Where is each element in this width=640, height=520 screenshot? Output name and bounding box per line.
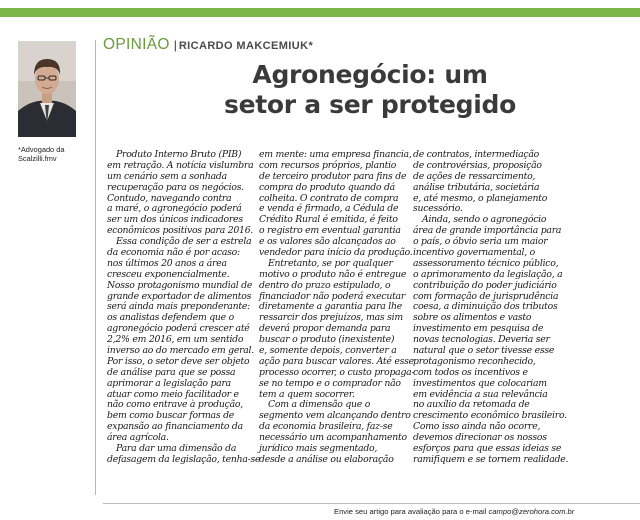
article-line: 2,2% em 2016, em um sentido: [107, 334, 244, 346]
article-line: Entretanto, se por qualquer: [268, 257, 393, 269]
article-line: a maré, o agronegócio poderá: [107, 203, 242, 215]
article-line: ação para buscar valores. Até esse: [259, 355, 414, 367]
section-label: OPINIÃO: [103, 36, 170, 53]
article-line: da economia brasileira, faz-se: [259, 421, 393, 433]
article-line: e, até mesmo, o planejamento: [413, 192, 548, 204]
article-line: buscar o produto (inexistente): [259, 334, 395, 346]
author-note-line: Scalzilli.fmv: [18, 154, 57, 163]
article-line: jurídico mais segmentado,: [259, 443, 378, 455]
article-line: segmento vem alcançando dentro: [259, 410, 411, 422]
article-line: aprimorar a legislação para: [107, 377, 231, 389]
section-header: [103, 36, 313, 54]
article-line: em evidência a sua relevância: [413, 388, 548, 400]
article-line: Como isso ainda não ocorre,: [413, 421, 541, 433]
article-line: agronegócio poderá crescer até: [107, 323, 250, 335]
article-line: área de grande importância para: [413, 225, 562, 237]
article-line: Com a dimensão que o: [268, 399, 371, 411]
article-line: análise tributária, societária: [413, 181, 540, 193]
article-line: área agrícola.: [107, 432, 169, 444]
headline: [110, 60, 630, 120]
article-line: de controvérsias, proposição: [413, 159, 542, 171]
article-line: cresceu exponencialmente.: [107, 268, 230, 280]
article-line: compra do produto quando dá: [259, 181, 395, 193]
article-line: Crédito Rural é emitida, é feito: [259, 214, 398, 226]
article-line: atuar como meio facilitador e: [107, 388, 239, 400]
article-line: com todos os incentivos e: [413, 366, 528, 378]
article-line: Ainda, sendo o agronegócio: [422, 214, 547, 226]
article-line: econômicos positivos para 2016.: [107, 225, 254, 237]
article-line: defasagem da legislação, tenha-se: [107, 453, 261, 465]
article-line: o registro em eventual garantia: [259, 225, 401, 237]
article-line: grande exportador de alimentos: [107, 290, 252, 302]
article-line: Nosso protagonismo mundial de: [107, 279, 253, 291]
article-line: recuperação para os negócios.: [107, 181, 244, 193]
article-line: financiador não poderá executar: [259, 290, 406, 302]
article-line: tem a quem socorrer.: [259, 388, 355, 400]
column-divider: [95, 40, 96, 495]
article-line: crescimento econômico brasileiro.: [413, 410, 567, 422]
article-line: da economia não é por acaso:: [107, 247, 240, 259]
article-line: um cenário sem a sonhada: [107, 170, 227, 182]
article-line: no auxílio da retomada de: [413, 399, 530, 411]
author-note: [18, 145, 88, 163]
article-line: de contratos, intermediação: [413, 149, 539, 160]
article-line: sobre os alimentos e vasto: [413, 312, 532, 324]
article-line: sucessório.: [413, 203, 463, 215]
article-line: motivo o produto não é entregue: [259, 268, 407, 280]
article-line: ressarcir dos prejuízos, mas sim: [259, 312, 403, 324]
article-line: investimentos que colocariam: [413, 377, 547, 389]
headline-line: Agronegócio: um: [252, 60, 488, 89]
article-line: nos últimos 20 anos a área: [107, 257, 227, 269]
article-line: assessoramento técnico público,: [413, 257, 559, 269]
article-line: novas tecnologias. Deveria ser: [413, 334, 550, 346]
article-line: e, somente depois, converter a: [259, 345, 397, 357]
article-line: ser um dos únicos indicadores: [107, 214, 243, 226]
headline-line: setor a ser protegido: [224, 90, 516, 119]
section-separator: |: [173, 38, 177, 52]
article-line: com formação de jurisprudência: [413, 290, 559, 302]
article-line: vendedor para início da produção.: [259, 247, 413, 259]
article-line: o aprimoramento da legislação, a: [413, 268, 563, 280]
article-column-3: [413, 149, 569, 466]
article-line: investimento em pesquisa de: [413, 323, 544, 335]
article-line: processo ocorrer, o custo propaga-: [259, 366, 415, 378]
article-line: de análise para que se possa: [107, 366, 236, 378]
article-line: os analistas defendem que o: [107, 312, 234, 324]
article-line: Essa condição de ser a estrela: [116, 236, 252, 248]
article-line: e os valores são alcançados ao: [259, 236, 396, 248]
article-line: em retração. A notícia vislumbra: [107, 159, 254, 171]
article-line: necessário um acompanhamento: [259, 432, 407, 444]
footer-rule: [103, 503, 640, 504]
article-line: se no tempo e o comprador não: [259, 377, 401, 389]
article-line: incentivo governamental, o: [413, 247, 536, 259]
article-line: Produto Interno Bruto (PIB): [116, 149, 242, 160]
article-line: o país, o óbvio seria um maior: [413, 236, 548, 248]
article-line: ramifiquem e se tornem realidade.: [413, 453, 569, 465]
article-line: colheita. O contrato de compra: [259, 192, 399, 204]
footer: [334, 507, 574, 516]
article-line: coesa, a diminuição dos tributos: [413, 301, 558, 313]
footer-email[interactable]: campo@zerohora.com.br: [488, 507, 575, 516]
article-line: será ainda mais preponderante:: [107, 301, 250, 313]
article-line: com recursos próprios, plantio: [259, 159, 397, 171]
article-line: natural que o setor tivesse esse: [413, 345, 555, 357]
article-line: não como entrave à produção,: [107, 399, 243, 411]
article-line: em mente: uma empresa financia,: [259, 149, 412, 160]
article-line: Por isso, o setor deve ser objeto: [107, 355, 250, 367]
author-byline: RICARDO MAKCEMIUK*: [178, 40, 314, 52]
article-column-1: [107, 149, 261, 466]
article-line: desde a análise ou elaboração: [259, 453, 394, 465]
article-line: Para dar uma dimensão da: [116, 443, 237, 455]
article-line: e venda é firmado, a Cédula de: [259, 203, 399, 215]
article-line: esforços para que essas ideias se: [413, 443, 562, 455]
article-line: contribuição do poder judiciário: [413, 279, 557, 291]
article-line: dentro do prazo estipulado, o: [259, 279, 391, 291]
article-line: devemos direcionar os nossos: [413, 432, 547, 444]
author-photo: [18, 41, 76, 137]
article-line: deverá propor demanda para: [259, 323, 391, 335]
article-line: inverso ao do mercado em geral.: [107, 345, 254, 357]
article-column-2: [259, 149, 415, 466]
article-line: Contudo, navegando contra: [107, 192, 232, 204]
footer-text: Envie seu artigo para avaliação para o e-mail: [334, 507, 487, 516]
article-line: protagonismo reconhecido,: [413, 355, 536, 367]
article-line: de ações de ressarcimento,: [413, 170, 536, 182]
top-accent-bar: [0, 8, 640, 17]
article-line: de terceiro produtor para fins de: [259, 170, 407, 182]
article-line: expansão ao financiamento da: [107, 421, 243, 433]
author-note-line: *Advogado da: [18, 145, 65, 154]
article-line: bem como buscar formas de: [107, 410, 235, 422]
article-line: diretamente a garantia para lhe: [259, 301, 402, 313]
